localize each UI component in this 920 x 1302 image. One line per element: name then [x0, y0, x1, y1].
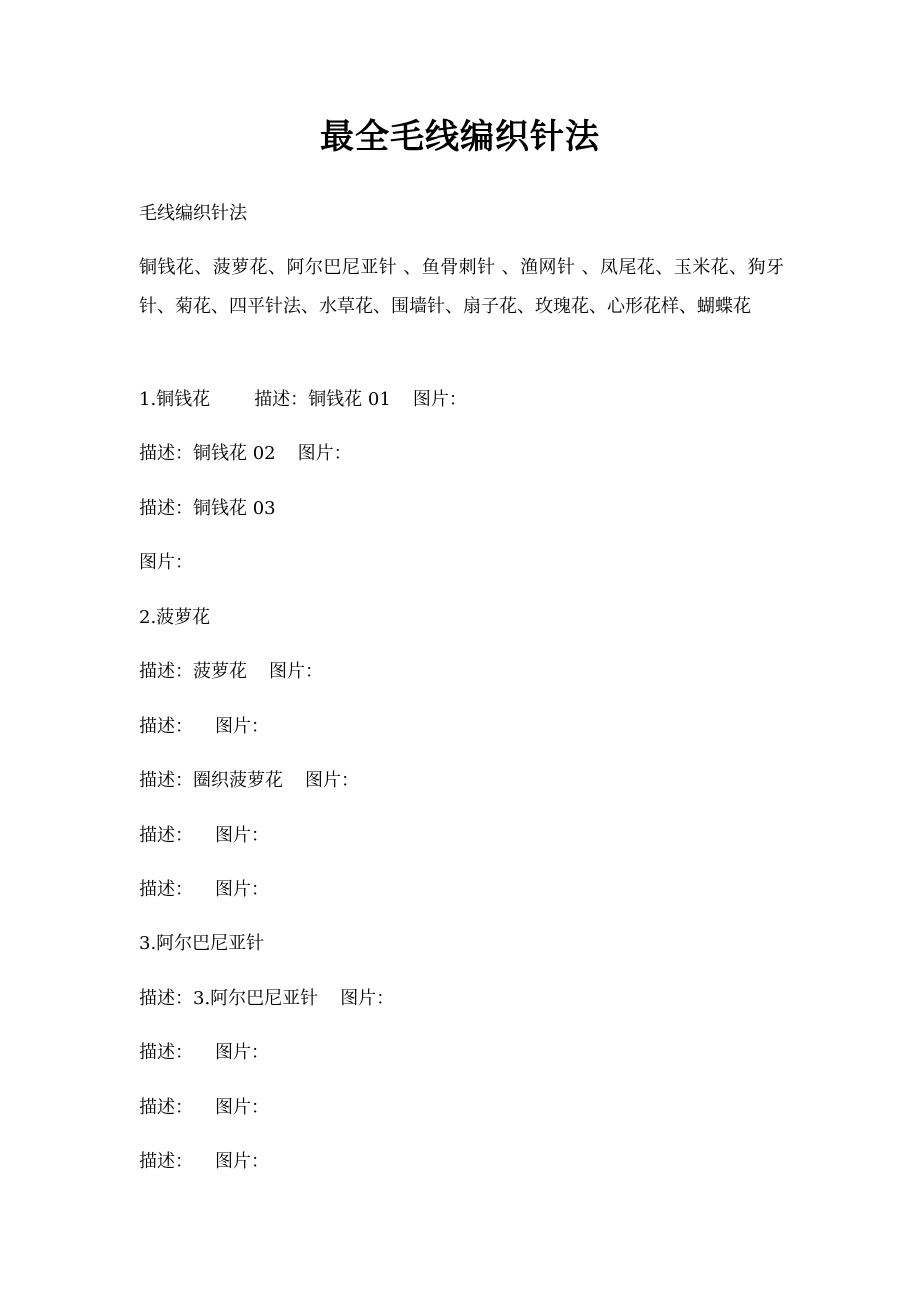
entry-image-label: 图片：: [297, 443, 352, 464]
entry-description: 描述：: [139, 1151, 193, 1172]
entry-line: [139, 1149, 269, 1175]
entry-line: [139, 550, 193, 576]
entry-image-label: 图片：: [340, 988, 395, 1009]
entry-line: [139, 768, 359, 794]
entry-description: 描述：3.阿尔巴尼亚针: [139, 988, 319, 1009]
entry-image-label: 图片：: [139, 552, 193, 573]
subtitle: 毛线编织针法: [139, 203, 247, 224]
entry-image-label: 图片：: [412, 389, 467, 410]
entry-description: 描述：: [139, 1097, 193, 1118]
entry-line: [139, 714, 269, 740]
entry-line: [139, 823, 269, 849]
entry-description: 描述：圈织菠萝花: [139, 770, 283, 791]
entry-image-label: 图片：: [215, 1151, 269, 1172]
entry-image-label: 图片：: [305, 770, 359, 791]
entry-image-label: 图片：: [215, 879, 269, 900]
entry-line: [139, 1040, 269, 1066]
entry-image-label: 图片：: [215, 1097, 269, 1118]
entry-heading: 1.铜钱花: [139, 389, 211, 410]
page-title: 最全毛线编织针法: [320, 117, 600, 157]
entry-line: [139, 387, 467, 413]
entry-line: [139, 1095, 269, 1121]
entry-description: 描述：: [139, 825, 193, 846]
entry-image-label: 图片：: [269, 661, 323, 682]
entry-description: 描述：铜钱花 02: [139, 443, 276, 464]
entry-heading: 3.阿尔巴尼亚针: [139, 933, 265, 954]
entry-line: [139, 986, 394, 1012]
entry-heading: 2.菠萝花: [139, 607, 211, 628]
entry-line: [139, 605, 210, 631]
entry-description: 描述：: [139, 716, 193, 737]
intro-paragraph: 铜钱花、菠萝花、阿尔巴尼亚针 、鱼骨刺针 、渔网针 、凤尾花、玉米花、狗牙针、菊花、四平针法、水草花、围墙针、扇子花、玫瑰花、心形花样、蝴蝶花: [139, 257, 784, 317]
entry-line: [139, 441, 352, 467]
entry-description: 描述：: [139, 1042, 193, 1063]
entry-description: 描述：菠萝花: [139, 661, 247, 682]
entry-image-label: 图片：: [215, 825, 269, 846]
entry-line: [139, 931, 264, 957]
entry-line: [139, 877, 269, 903]
entry-description: 描述：: [139, 879, 193, 900]
entry-image-label: 图片：: [215, 716, 269, 737]
entry-line: [139, 659, 323, 685]
entry-image-label: 图片：: [215, 1042, 269, 1063]
entry-line: [139, 496, 276, 522]
entry-description: 描述：铜钱花 03: [139, 498, 276, 519]
entry-description: 描述：铜钱花 01: [254, 389, 391, 410]
